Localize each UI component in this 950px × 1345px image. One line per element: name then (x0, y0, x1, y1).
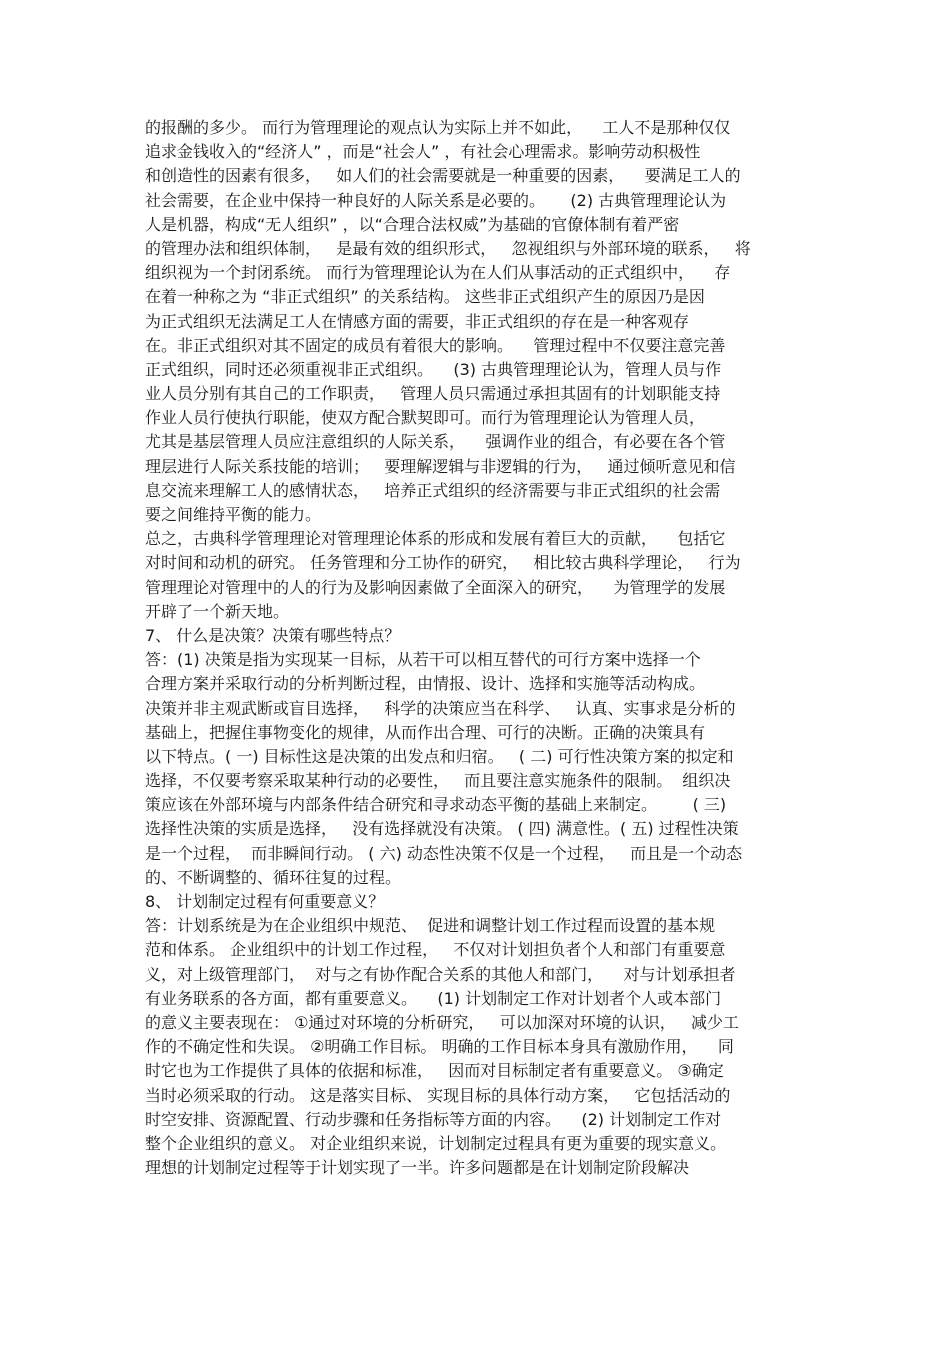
text-line: 尤其是基层管理人员应注意组织的人际关系， 强调作业的组合，有必要在各个管 (145, 432, 726, 452)
text-line: 社会需要，在企业中保持一种良好的人际关系是必要的。 (2) 古典管理理论认为 (145, 190, 727, 210)
question-heading: 8、 计划制定过程有何重要意义？ (145, 892, 385, 911)
text-line: 义，对上级管理部门， 对与之有协作配合关系的其他人和部门， 对与计划承担者 (145, 964, 736, 984)
text-line: 业人员分别有其自己的工作职责， 管理人员只需通过承担其固有的计划职能支持 (145, 384, 721, 404)
text-line: 范和体系。 企业组织中的计划工作过程， 不仅对计划担负者个人和部门有重要意 (145, 940, 726, 960)
text-line: 选择，不仅要考察采取某种行动的必要性， 而且要注意实施条件的限制。 组织决 (145, 771, 731, 791)
text-line: 组织视为一个封闭系统。 而行为管理理论认为在人们从事活动的正式组织中， 存 (145, 263, 731, 283)
text-line: 策应该在外部环境与内部条件结合研究和寻求动态平衡的基础上来制定。 ( 三) (145, 795, 727, 815)
text-line: 答：(1) 决策是指为实现某一目标，从若干可以相互替代的可行方案中选择一个 (145, 650, 701, 670)
text-line: 管理理论对管理中的人的行为及影响因素做了全面深入的研究， 为管理学的发展 (145, 577, 726, 597)
text-line: 息交流来理解工人的感情状态， 培养正式组织的经济需要与非正式组织的社会需 (145, 480, 721, 500)
text-line: 作业人员行使执行职能，使双方配合默契即可。而行为管理理论认为管理人员， (145, 408, 706, 428)
text-line: 要之间维持平衡的能力。 (145, 505, 322, 524)
text-line: 是一个过程， 而非瞬间行动。 ( 六) 动态性决策不仅是一个过程， 而且是一个动态 (145, 843, 743, 863)
text-line: 合理方案并采取行动的分析判断过程，由情报、设计、选择和实施等活动构成。 (145, 674, 706, 694)
body-text (145, 116, 815, 1180)
text-line: 正式组织，同时还必须重视非正式组织。 (3) 古典管理理论认为，管理人员与作 (145, 359, 722, 379)
text-line: 的意义主要表现在： ①通过对环境的分析研究， 可以加深对环境的认识， 减少工 (145, 1012, 739, 1032)
text-line: 的报酬的多少。 而行为管理理论的观点认为实际上并不如此， 工人不是那种仅仅 (145, 118, 731, 137)
text-line: 答：计划系统是为在企业组织中规范、 促进和调整计划工作过程而设置的基本规 (145, 916, 716, 936)
text-line: 基础上，把握住事物变化的规律，从而作出合理、可行的决断。正确的决策具有 (145, 722, 706, 742)
text-line: 理想的计划制定过程等于计划实现了一半。许多问题都是在计划制定阶段解决 (145, 1158, 690, 1178)
question-heading: 7、 什么是决策？决策有哪些特点？ (145, 625, 401, 645)
text-line: 当时必须采取的行动。 这是落实目标、 实现目标的具体行动方案， 它包括活动的 (145, 1085, 731, 1105)
text-line: 开辟了一个新天地。 (145, 601, 290, 621)
text-line: 作的不确定性和失误。 ②明确工作目标。 明确的工作目标本身具有激励作用， 同 (145, 1037, 734, 1057)
text-line: 时它也为工作提供了具体的依据和标准， 因而对目标制定者有重要意义。 ③确定 (145, 1061, 724, 1081)
text-line: 在着一种称之为 “非正式组织” 的关系结构。 这些非正式组织产生的原因乃是因 (145, 287, 705, 307)
text-line: 追求金钱收入的“经济人” ，而是“社会人” ，有社会心理需求。影响劳动积极性 (145, 142, 701, 162)
text-line: 有业务联系的各方面，都有重要意义。 (1) 计划制定工作对计划者个人或本部门 (145, 988, 722, 1008)
text-line: 和创造性的因素有很多， 如人们的社会需要就是一种重要的因素， 要满足工人的 (145, 166, 741, 186)
text-line: 对时间和动机的研究。 任务管理和分工协作的研究， 相比较古典科学理论， 行为 (145, 553, 741, 573)
text-line: 选择性决策的实质是选择， 没有选择就没有决策。 ( 四) 满意性。( 五) 过程性决策 (145, 819, 739, 839)
text-line: 人是机器，构成“无人组织” ，以“合理合法权威”为基础的官僚体制有着严密 (145, 214, 680, 234)
text-line: 的、不断调整的、循环往复的过程。 (145, 867, 402, 887)
text-line: 时空安排、资源配置、行动步骤和任务指标等方面的内容。 (2) 计划制定工作对 (145, 1109, 722, 1129)
text-line: 总之，古典科学管理理论对管理理论体系的形成和发展有着巨大的贡献， 包括它 (145, 529, 726, 549)
text-line: 理层进行人际关系技能的培训； 要理解逻辑与非逻辑的行为， 通过倾听意见和信 (145, 456, 736, 476)
text-line: 在。非正式组织对其不固定的成员有着很大的影响。 管理过程中不仅要注意完善 (145, 335, 726, 355)
text-line: 决策并非主观武断或盲目选择， 科学的决策应当在科学、 认真、实事求是分析的 (145, 698, 736, 718)
text-line: 整个企业组织的意义。 对企业组织来说，计划制定过程具有更为重要的现实意义。 (145, 1133, 727, 1153)
text-line: 的管理办法和组织体制， 是最有效的组织形式， 忽视组织与外部环境的联系， 将 (145, 238, 751, 258)
text-line: 以下特点。( 一) 目标性这是决策的出发点和归宿。 ( 二) 可行性决策方案的拟定和 (145, 746, 734, 766)
text-line: 为正式组织无法满足工人在情感方面的需要，非正式组织的存在是一种客观存 (145, 311, 690, 331)
